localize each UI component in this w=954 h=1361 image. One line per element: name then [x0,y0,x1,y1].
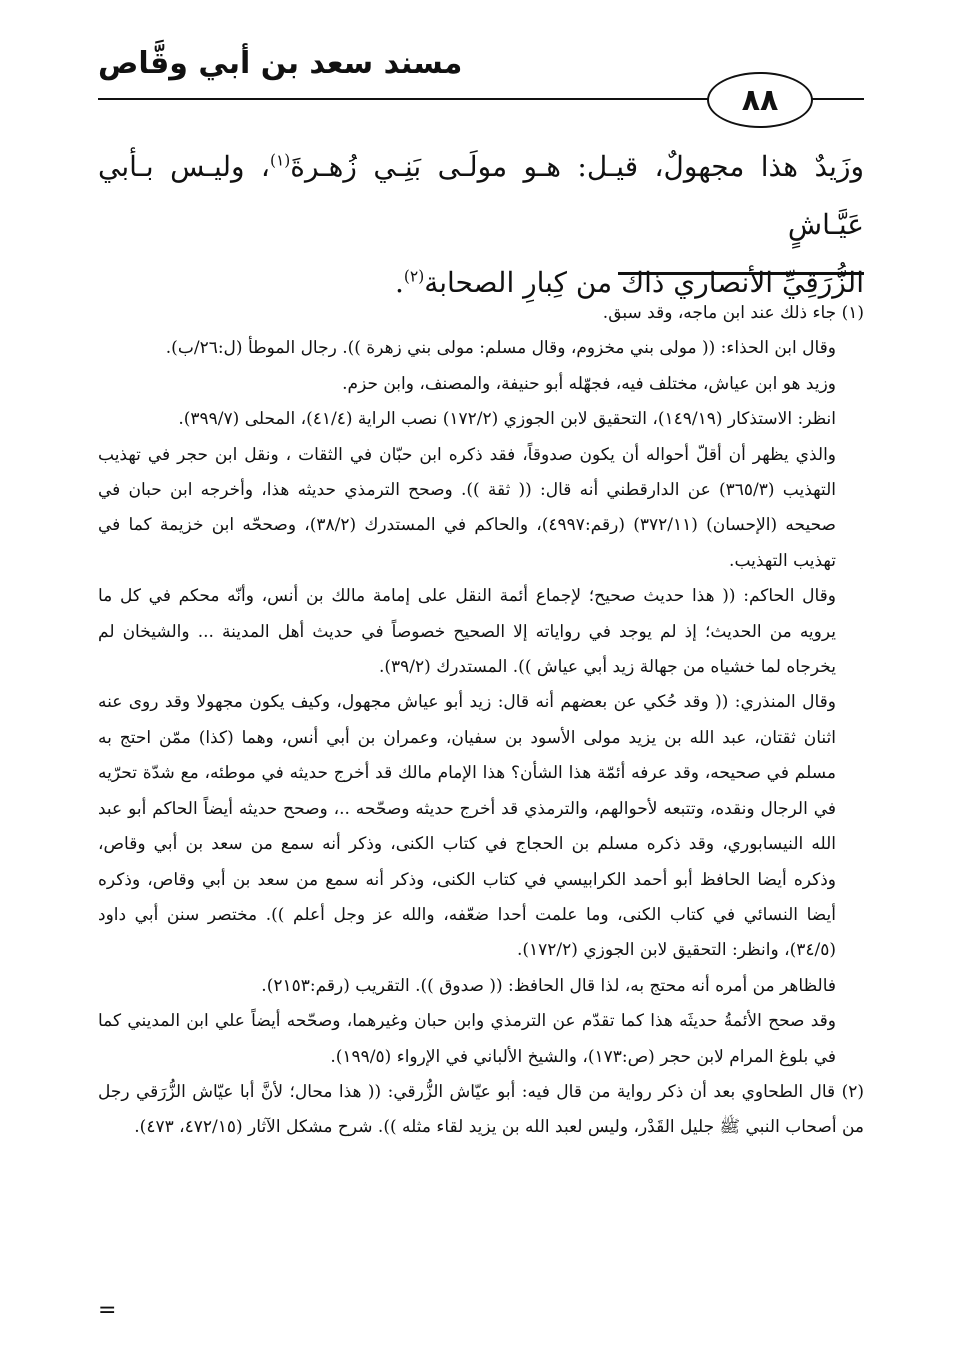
footnote-1-para: وقال المنذري: (( وقد حُكي عن بعضهم أنه قال: زيد أبو عياش مجهول، وكيف يكون مجهولا وقد روى عنه اثنان ثقتان، عبد الله بن يزيد مولى الأسود بن سفيان، وعمران بن أبي أنس، وهما (كذا) ممّن احتج به مسلم في صحيحه، وقد عرفه أئمّة هذا الشأن؟ هذا الإمام مالك قد أخرج حديثه في موطئه، مع شدّة تحرّيه في الرجال ونقده، وتتبعه لأحوالهم، والترمذي قد أخرج حديثه وصحّحه ..، وصحح حديثه أيضاً الحاكم أبو عبد الله النيسابوري، وقد ذكره مسلم بن الحجاج في كتاب الكنى، وذكر أنه سمع من سعد بن أبي وقاص، وذكره أيضا الحافظ أبو أحمد الكرابيسي في كتاب الكنى، وذكر أنه سمع من سعد بن أبي وقاص، وذكره أيضا النسائي في كتاب الكنى، وما علمت أحدا ضعّفه، والله عز وجل أعلم )). مختصر سنن أبي داود (٣٤/٥)، وانظر: التحقيق لابن الجوزي (١٧٢/٢). [98,692,837,961]
footnote-ref-1[interactable]: (١) [269,151,291,170]
footnote-1-para: وزيد هو ابن عياش، مختلف فيه، فجهّله أبو حنيفة، والمصنف، وابن حزم. [342,373,836,394]
footnote-1-para: انظر: الاستذكار (١٤٩/١٩)، التحقيق لابن الجوزي (١٧٢/٢) نصب الراية (٤١/٤)، المحلى (٣٩٩/٧). [178,409,836,430]
main-text-segment: الزُّرَقِيِّ الأنصاري ذاك من كِبارِ الصحابة [424,266,864,299]
main-text-segment: ، وليـس بـأبي عَيَّـاشٍ [98,150,864,241]
footnote-ref-2[interactable]: (٢) [403,267,425,286]
main-text-segment: وزَيدٌ هذا مجهولٌ، قيـل: هـو مولَـى بَنِـي زُهـرةَ [290,150,864,183]
footnote-separator [618,272,864,275]
footnote-1-para: وقال الحاكم: (( هذا حديث صحيح؛ لإجماع أئمة النقل على إمامة مالك بن أنس، وأنّه محكم في كل ما يرويه من الحديث؛ إذ لم يوجد في رواياته إلا الصحيح خصوصاً في حديث أهل المدينة ... والشيخان لم يخرجاه لما خشياه من جهالة زيد أبي عياش )). المستدرك (٣٩/٢). [98,586,836,678]
footnote-1-para: وقد صحح الأئمةُ حديثَه هذا كما تقدّم عن الترمذي وابن حبان وغيرهما، وصحّحه أيضاً علي ابن المديني كما في بلوغ المرام لابن حجر (ص:١٧٣)، والشيخ الألباني في الإرواء (١٩٩/٥). [98,1011,836,1067]
footnote-1-intro: (١) جاء ذلك عند ابن ماجه، وقد سبق. [602,303,864,323]
continuation-mark: = [98,1298,117,1323]
footnotes [98,296,864,1146]
main-text-segment: . [395,266,404,299]
footnote-1-para: وقال ابن الحذاء: (( مولى بني مخزوم، وقال مسلم: مولى بني زهرة )). رجال الموطأ (ل:٢٦/ب). [165,338,836,359]
running-title: مسند سعد بن أبي وقَّاص [98,46,463,81]
footnote-1-para: فالظاهر من أمره أنه محتج به، لذا قال الحافظ: (( صدوق )). التقريب (رقم:٢١٥٣). [261,975,836,996]
main-text-line-1 [98,138,864,254]
footnote-1-para: والذي يظهر أن أقلّ أحواله أن يكون صدوقاً، فقد ذكره ابن حبّان في الثقات ، ونقل ابن حجر في تهذيب التهذيب (٣٦٥/٣) عن الدارقطني أنه قال: (( ثقة )). وصحح الترمذي حديثه هذا، وأخرجه ابن حبان في صحيحه (الإحسان) (٣٧٢/١١) (رقم:٤٩٩٧)، والحاكم في المستدرك (٣٨/٢)، وصححّه ابن خزيمة كما في تهذيب التهذيب. [98,444,836,571]
footnote-2: (٢) قال الطحاوي بعد أن ذكر رواية من قال فيه: أبو عيّاش الزُّرقي: (( هذا محال؛ لأنَّ أبا عيّاش الزُّرَقي رجل من أصحاب النبي ﷺ جليل القَدْر، وليس لعبد الله بن يزيد لقاء مثله )). شرح مشكل الآثار (٤٧٢/١٥، ٤٧٣). [98,1081,864,1138]
main-text [98,138,864,312]
page-number: ٨٨ [707,72,813,128]
